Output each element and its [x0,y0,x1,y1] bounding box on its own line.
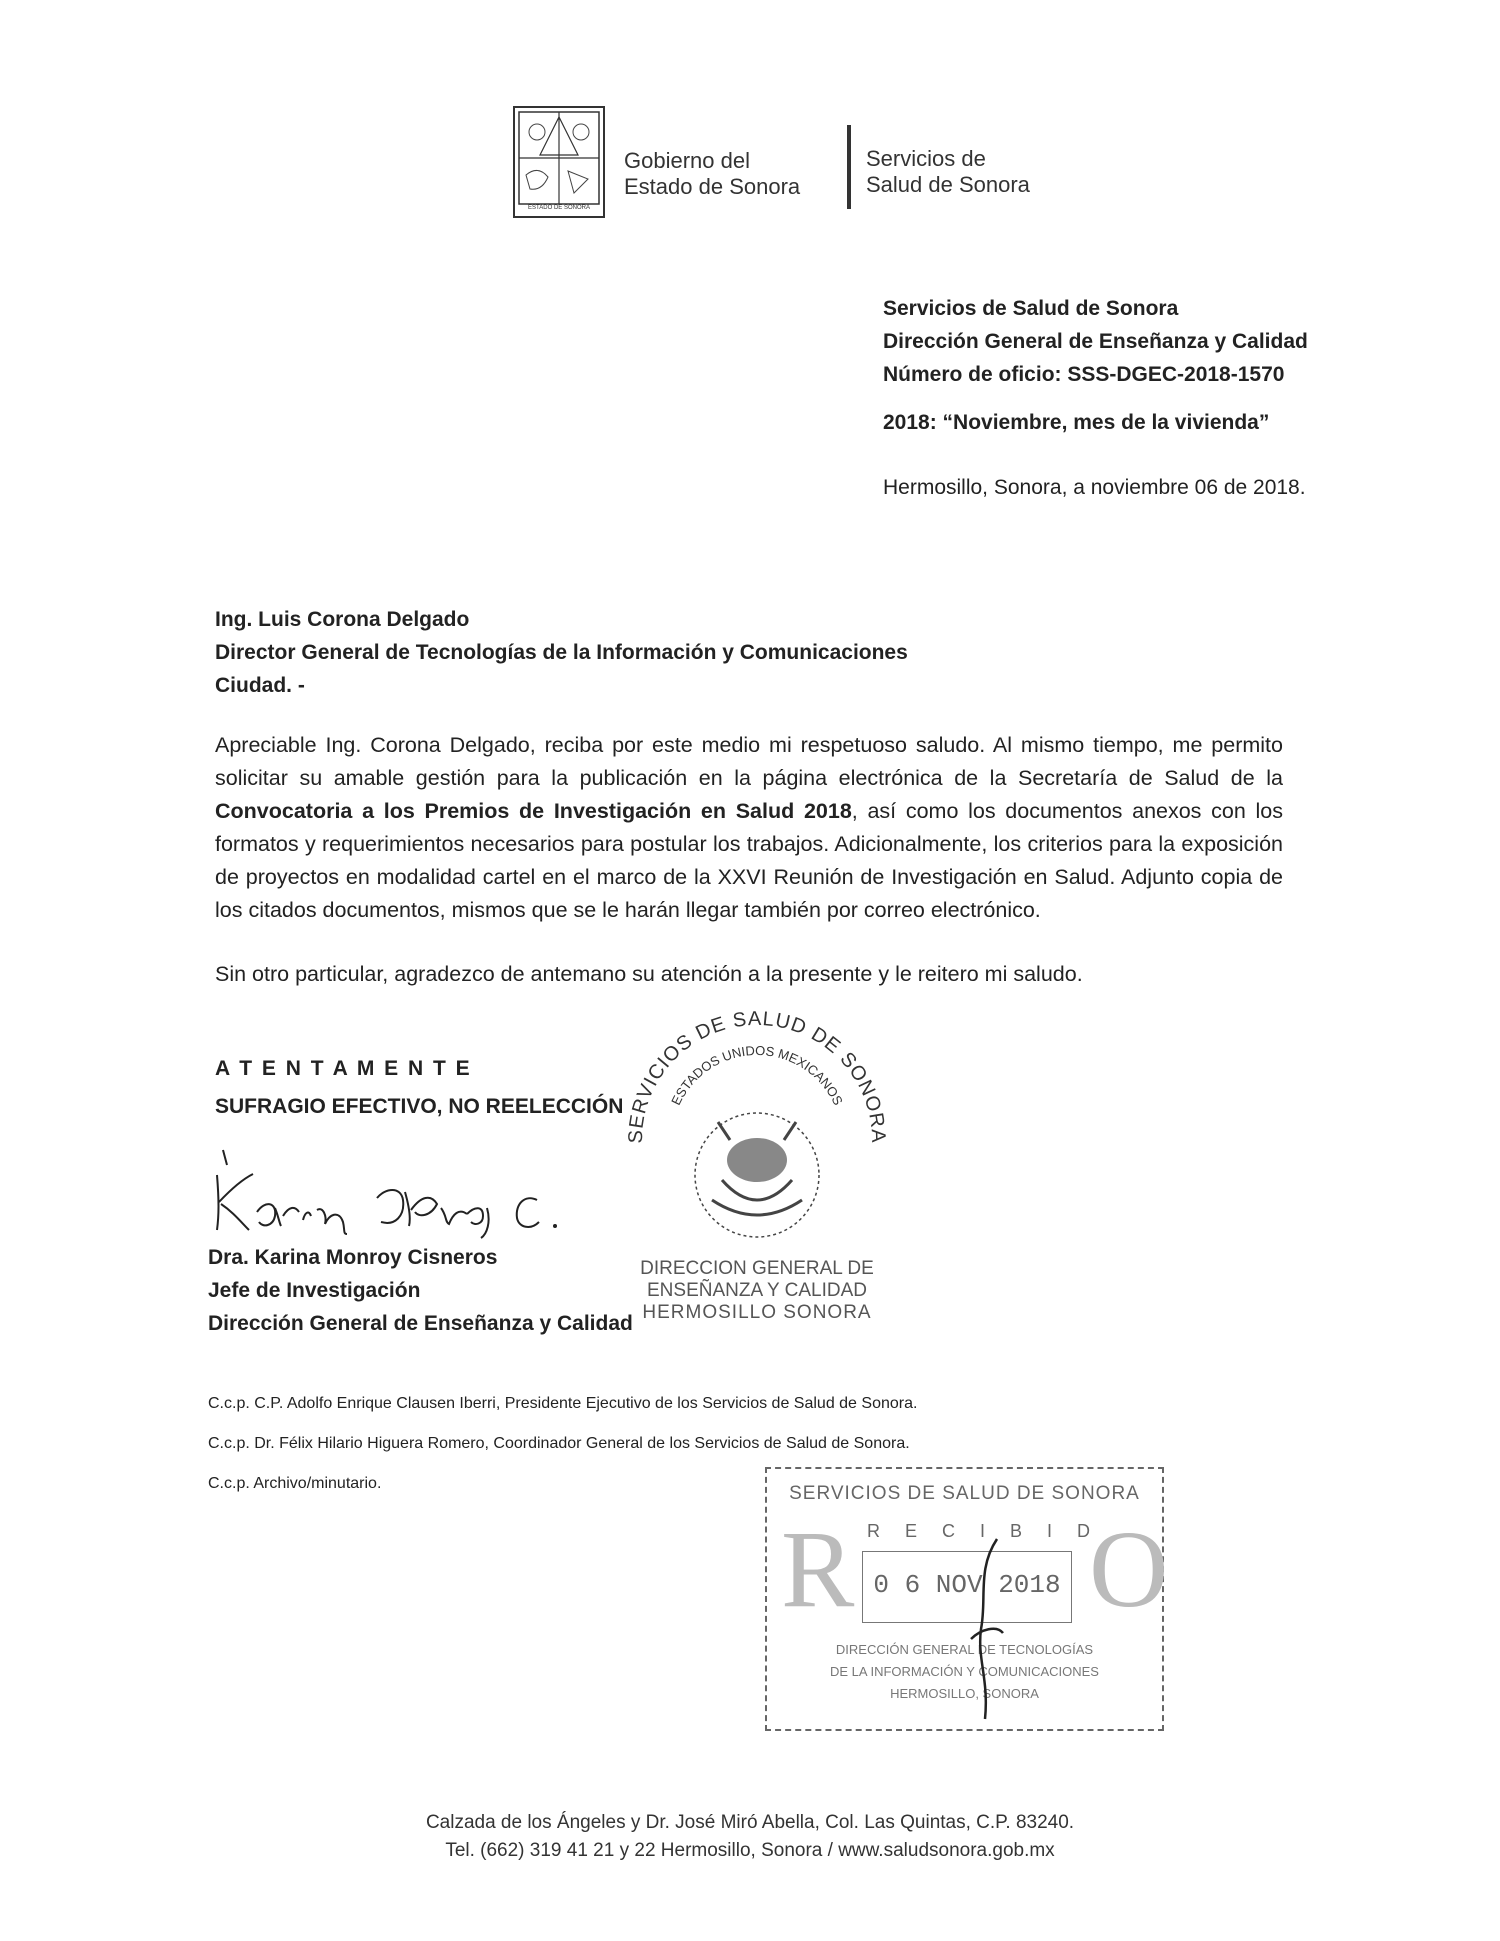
body-p1-highlight: Convocatoria a los Premios de Investigación en Salud 2018 [215,799,852,823]
seal-line2: ENSEÑANZA Y CALIDAD [647,1280,867,1301]
recipient-name: Ing. Luis Corona Delgado [215,608,470,631]
official-seal [612,1010,902,1260]
stamp-letter-left: R [781,1508,855,1630]
gov-name-line1: Gobierno del [624,148,750,173]
seal-line3: HERMOSILLO SONORA [642,1302,872,1323]
handwritten-signature [205,1130,585,1240]
ccp-line-2: C.c.p. Dr. Félix Hilario Higuera Romero, Coordinador General de los Servicios de Salud de Sonora. [208,1435,910,1452]
signer-dept: Dirección General de Enseñanza y Calidad [208,1312,633,1335]
seal-caption [612,1258,902,1324]
svg-text:ESTADOS UNIDOS MEXICANOS [668,1043,846,1108]
stamp-registro: R E C I B I D [867,1521,1101,1541]
signer-block [208,1241,633,1340]
closing-sufragio: SUFRAGIO EFECTIVO, NO REELECCIÓN [215,1095,624,1118]
seal-line1: DIRECCION GENERAL DE [640,1258,874,1279]
header-divider [847,125,851,209]
mexican-eagle-seal-icon [612,1010,902,1260]
ss-name [866,146,1030,198]
recipient-block [215,603,908,702]
body-paragraph-2: Sin otro particular, agradezco de antemano su atención a la presente y le reitero mi saludo. [215,962,1083,986]
ss-name-line2: Salud de Sonora [866,172,1030,197]
stamp-top-text: SERVICIOS DE SALUD DE SONORA [789,1483,1140,1504]
recipient-city: Ciudad. - [215,674,305,697]
stamp-line3: HERMOSILLO, SONORA [890,1686,1039,1701]
stamp-line1: DIRECCIÓN GENERAL DE TECNOLOGÍAS [835,1642,1094,1657]
signer-name: Dra. Karina Monroy Cisneros [208,1246,498,1269]
stamp-initials-icon [967,1529,1007,1729]
ss-name-line1: Servicios de [866,146,986,171]
emblem-label: ESTADO DE SONORA [528,205,590,211]
svg-text:SERVICIOS DE SALUD DE SONORA [625,1010,889,1144]
gov-name-line2: Estado de Sonora [624,174,801,199]
meta-block [883,292,1308,391]
footer-address: Calzada de los Ángeles y Dr. José Miró Abella, Col. Las Quintas, C.P. 83240. [425,1812,1075,1833]
seal-inner-ring: ESTADOS UNIDOS MEXICANOS [668,1042,846,1108]
received-stamp [765,1467,1169,1731]
body-paragraph-1 [215,729,1283,927]
meta-place-date: Hermosillo, Sonora, a noviembre 06 de 2018. [883,476,1306,499]
closing-atentamente: A T E N T A M E N T E [215,1057,472,1080]
recipient-title: Director General de Tecnologías de la Información y Comunicaciones [215,641,908,664]
gov-name [624,148,800,200]
meta-oficio: Número de oficio: SSS-DGEC-2018-1570 [883,363,1285,386]
ccp-line-3: C.c.p. Archivo/minutario. [208,1475,382,1492]
stamp-letter-right: O [1089,1508,1169,1630]
stamp-dept [767,1639,1162,1705]
meta-institution: Servicios de Salud de Sonora [883,297,1179,320]
meta-direction: Dirección General de Enseñanza y Calidad [883,330,1308,353]
ccp-line-1: C.c.p. C.P. Adolfo Enrique Clausen Iberri, Presidente Ejecutivo de los Servicios de Salud de Sonora. [208,1395,918,1412]
body-p1-start: Apreciable Ing. Corona Delgado, reciba por este medio mi respetuoso saludo. Al mismo tiempo, me permito solicitar su amable gestión para la publicación en la página electrónica de la Secretaría de Salud de la [215,733,1283,790]
stamp-line2: DE LA INFORMACIÓN Y COMUNICACIONES [830,1664,1099,1679]
signer-title: Jefe de Investigación [208,1279,421,1302]
stamp-date: 0 6 NOV 2018 [873,1570,1061,1600]
coat-of-arms-icon [512,105,606,219]
meta-motto: 2018: “Noviembre, mes de la vivienda” [883,411,1270,434]
body-p1-end: , así como los documentos anexos con los formatos y requerimientos necesarios para postular los trabajos. Adicionalmente, los criterios para la exposición de proyectos en modalidad cartel en el marco de la XXVI Reunión de Investigación en Salud. Adjunto copia de los citados documentos, mismos que se le harán llegar también por correo electrónico. [215,799,1283,922]
state-emblem [512,105,606,219]
seal-outer-ring: SERVICIOS DE SALUD DE SONORA [624,1010,890,1144]
footer-contact: Tel. (662) 319 41 21 y 22 Hermosillo, Sonora / www.saludsonora.gob.mx [445,1840,1055,1861]
